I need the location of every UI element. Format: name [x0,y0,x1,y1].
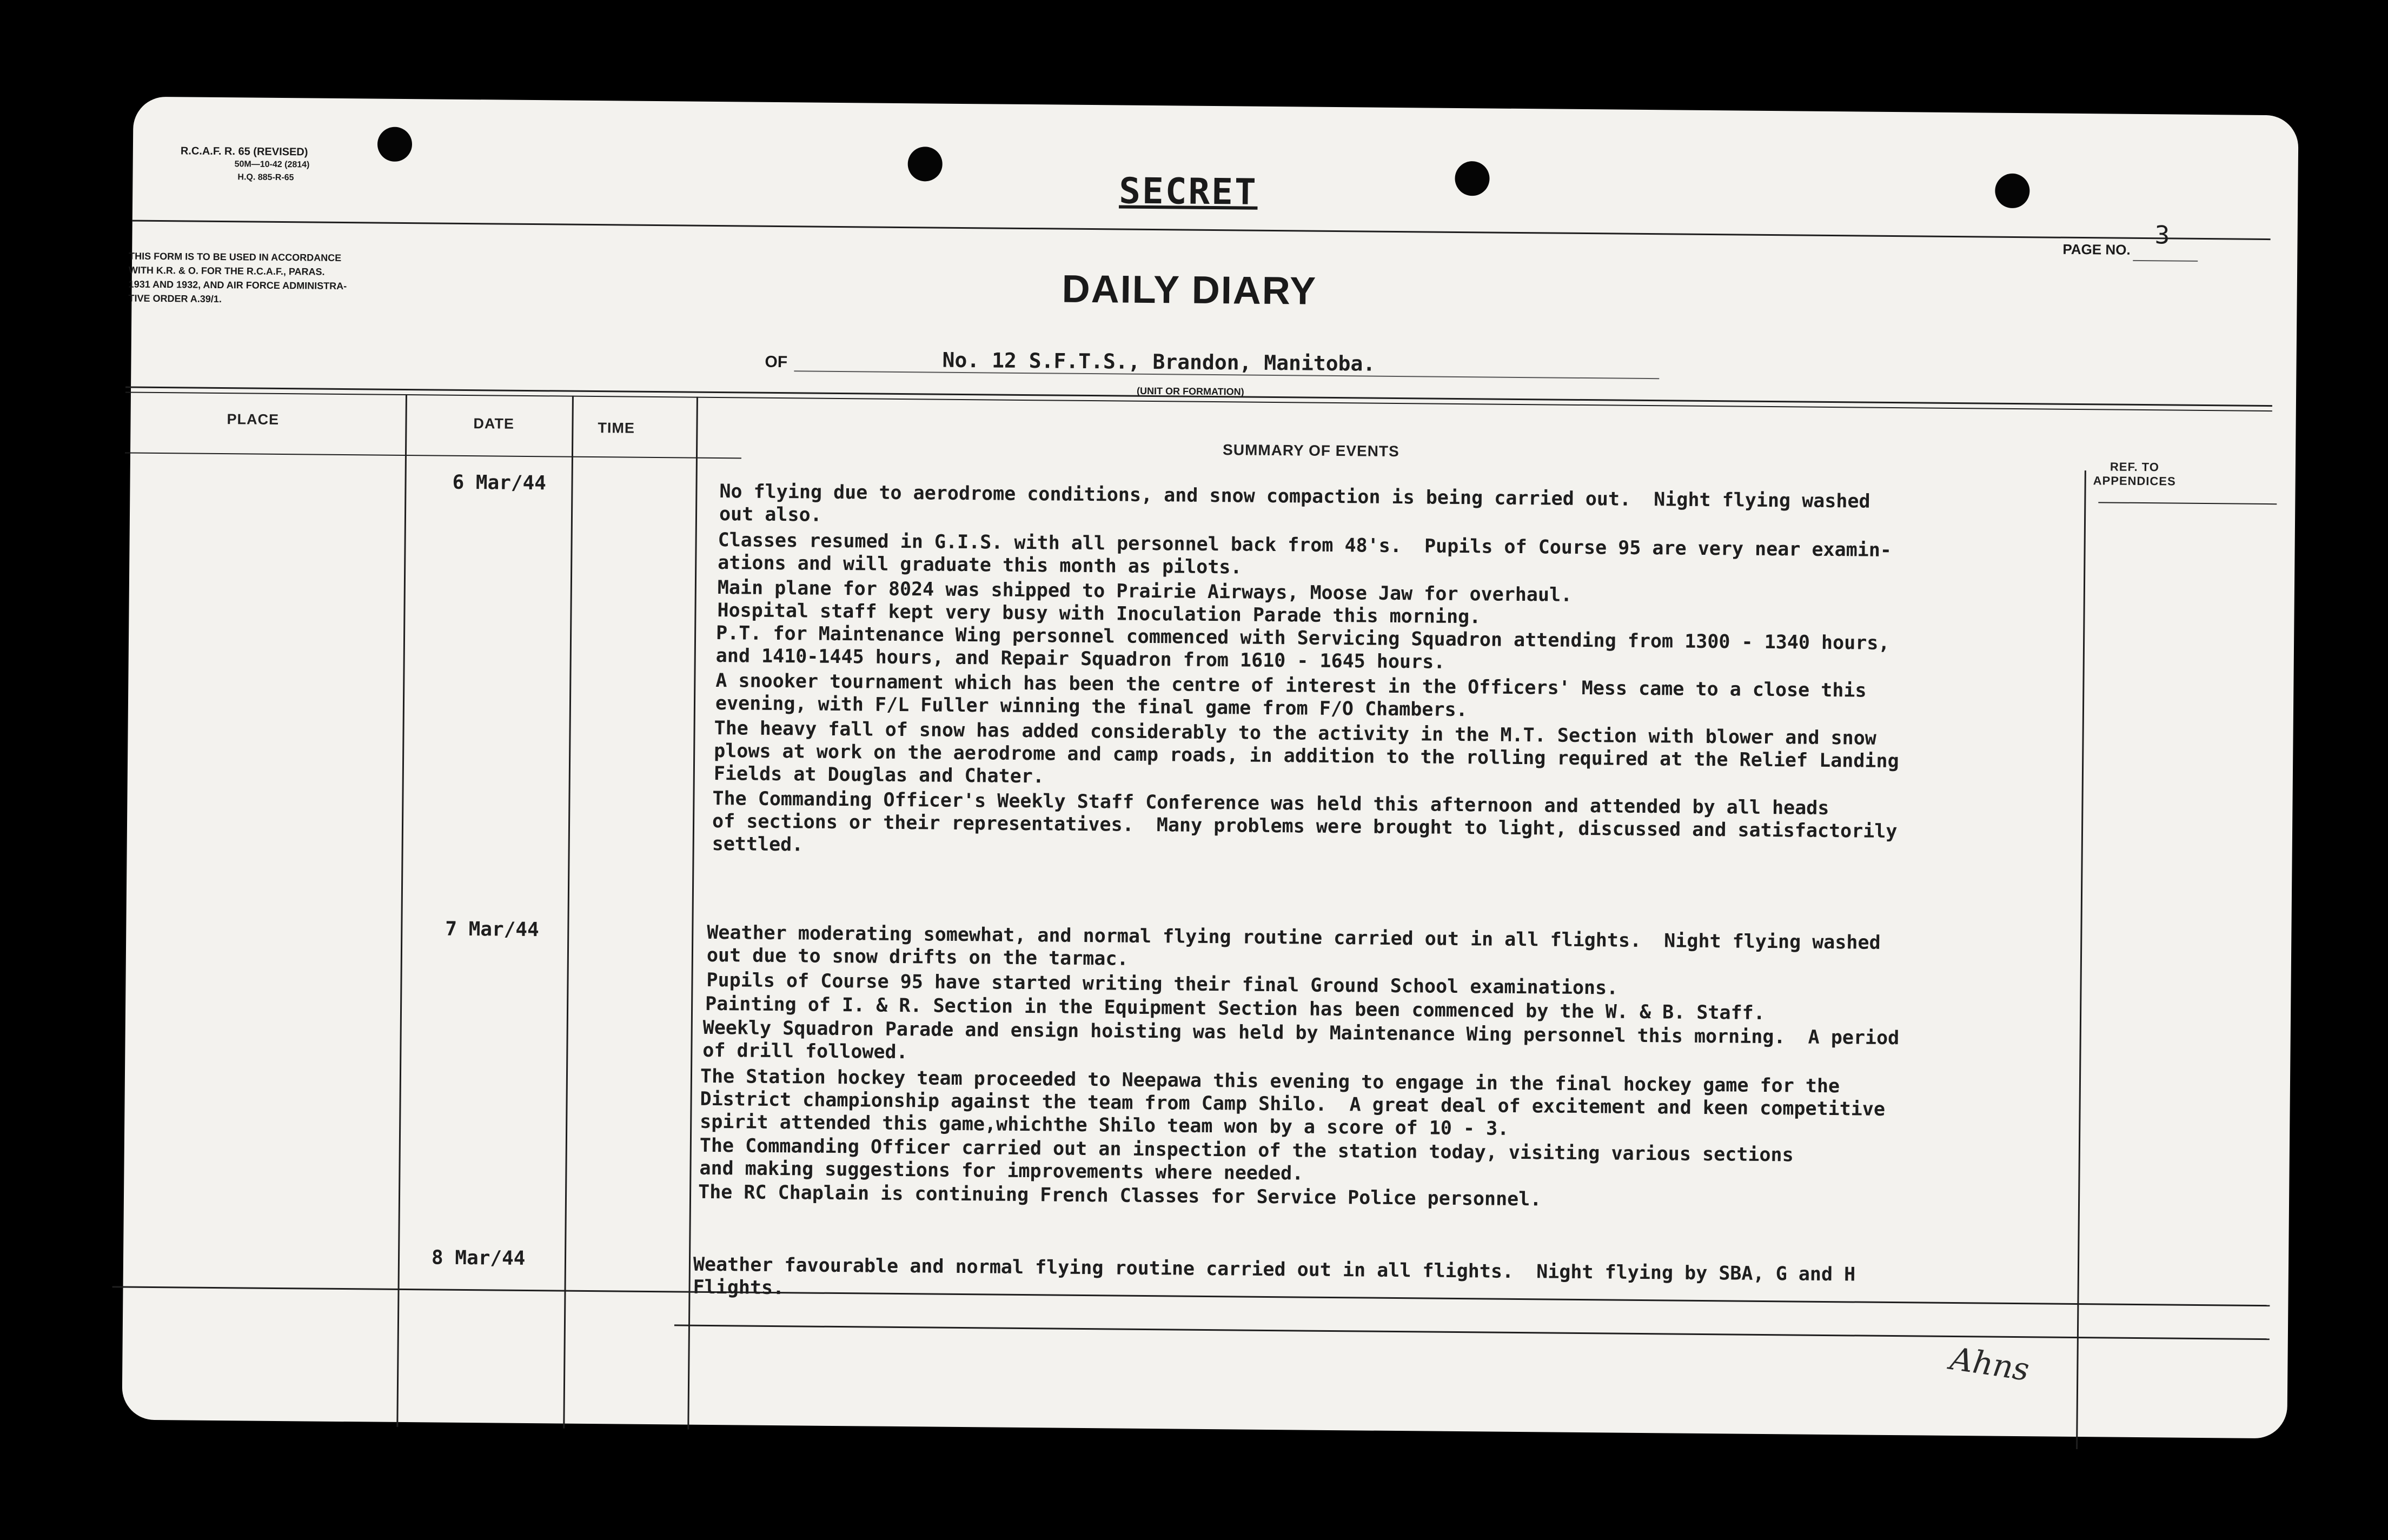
diary-entry: Classes resumed in G.I.S. with all personnel back from 48's. Pupils of Course 95 are very near examin- ations and will graduate this month as pilots. [718,529,1892,579]
form-code-line: R.C.A.F. R. 65 (REVISED) [180,145,308,158]
column-divider [2076,470,2086,1449]
diary-entry: Weather favourable and normal flying routine carried out in all flights. Night flying by SBA, G and H Flights. [693,1253,1856,1299]
diary-entry: A snooker tournament which has been the centre of interest in the Officers' Mess came to a close this evening, with F/L Fuller winning the final game from F/O Chambers. [715,670,1867,721]
diary-entry: The Station hockey team proceeded to Neepawa this evening to engage in the final hockey game for the District championship against the team from Camp Shilo. A great deal of excitement and keen competitive spirit attended this game,whichthe Shilo team won by a score of 10 - 3. [700,1065,1886,1140]
instruction-line: THIS FORM IS TO BE USED IN ACCORDANCE [129,250,342,263]
diary-entry: The Commanding Officer carried out an inspection of the station today, visiting various sections and making suggestions for improvements where needed. [699,1134,1794,1185]
column-header-summary: SUMMARY OF EVENTS [1222,441,1399,460]
diary-card [122,97,2298,1439]
entry-date: 6 Mar/44 [452,471,547,495]
form-code-line: H.Q. 885-R-65 [237,172,294,183]
punch-hole [1455,161,1490,196]
diary-entry: Weekly Squadron Parade and ensign hoisting was held by Maintenance Wing personnel this morning. A period of drill followed. [702,1017,1900,1064]
classification-stamp: SECRET [1118,170,1258,213]
diary-entry: The heavy fall of snow has added considerably to the activity in the M.T. Section with blower and snow plows at work on the aerodrome and camp roads, in addition to the rolling required at the Relief Landing Fields at Douglas and Chater. [713,717,1899,788]
column-header-place: PLACE [227,411,280,428]
column-header-ref [2093,460,2176,488]
unit-name: No. 12 S.F.T.S., Brandon, Manitoba. [942,348,1376,376]
entry-date: 7 Mar/44 [445,918,539,941]
table-bottom-rule [674,1324,2270,1340]
ref-line: APPENDICES [2093,474,2176,488]
column-divider [396,394,407,1427]
form-instructions [128,249,347,308]
of-label: OF [765,353,788,371]
unit-caption: (UNIT OR FORMATION) [1136,385,1244,397]
entry-date: 8 Mar/44 [431,1246,526,1270]
diary-entry: Painting of I. & R. Section in the Equipment Section has been commenced by the W. & B. Staff. [705,993,1765,1024]
ref-line: REF. TO [2110,460,2160,474]
instruction-line: WITH K.R. & O. FOR THE R.C.A.F., PARAS. [128,264,325,277]
diary-entry: The Commanding Officer's Weekly Staff Conference was held this afternoon and attended by all heads of sections or their representatives. Many problems were brought to light, discussed and satisfactorily settled. [712,787,1898,856]
form-code-line: 50M—10-42 (2814) [234,160,310,170]
form-code [180,144,309,184]
diary-entry: Pupils of Course 95 have started writing their final Ground School examinations. [706,969,1618,999]
punch-hole [907,147,943,182]
column-header-time: TIME [598,420,635,436]
diary-entry: P.T. for Maintenance Wing personnel commenced with Servicing Squadron attending from 1300 - 1340 hours, and 1410-1445 hours, and Repair Squadron from 1610 - 1645 hours. [715,622,1890,673]
diary-entry: Weather moderating somewhat, and normal flying routine carried out in all flights. Night flying washed out due to snow drifts on the tarmac. [706,921,1881,970]
header-bottom-rule [125,452,741,459]
column-header-date: DATE [473,415,515,432]
page-number-line [2133,260,2198,262]
diary-entry: No flying due to aerodrome conditions, and snow compaction is being carried out. Night flying washed out also. [719,481,1870,526]
punch-hole [377,127,413,162]
page-label: PAGE NO. [2062,241,2131,258]
instruction-line: 1931 AND 1932, AND AIR FORCE ADMINISTRA- [128,278,347,292]
column-divider [563,396,574,1429]
punch-hole [1995,174,2030,209]
page-number: 3 [2154,220,2170,250]
header-bottom-rule [2098,502,2277,505]
instruction-line: TIVE ORDER A.39/1. [128,293,222,305]
diary-entry: The RC Chaplain is continuing French Classes for Service Police personnel. [698,1181,1542,1211]
page-title: DAILY DIARY [1062,267,1317,313]
header-rule [132,220,2271,241]
diary-entry: Hospital staff kept very busy with Inoculation Parade this morning. [717,600,1481,628]
diary-entry: Main plane for 8024 was shipped to Prairie Airways, Moose Jaw for overhaul. [717,577,1573,606]
signature: Ahns [1948,1340,2032,1389]
